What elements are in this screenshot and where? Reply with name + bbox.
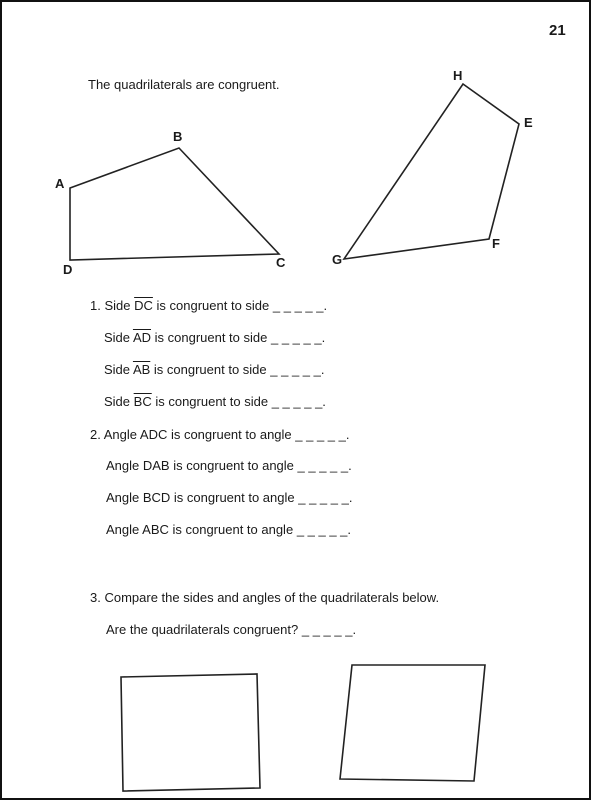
q1-suffix: is congruent to side bbox=[153, 362, 267, 377]
q1-number: 1. bbox=[90, 298, 101, 313]
q1-suffix: is congruent to side bbox=[154, 330, 268, 345]
q2-item-abc: Angle ABC is congruent to angle bbox=[106, 522, 294, 537]
q2-blank-1[interactable]: _ _ _ _ _. bbox=[295, 427, 350, 442]
q1-segment-bc: $\overline{BC}$ bbox=[133, 394, 152, 409]
quadrilateral-efgh bbox=[344, 84, 519, 259]
q2-item-bcd: Angle BCD is congruent to angle bbox=[106, 490, 295, 505]
vertex-label-c: C bbox=[276, 255, 286, 270]
q2-row-2 bbox=[106, 458, 352, 473]
q1-side-word: Side bbox=[104, 394, 131, 409]
q1-segment-ad: $\overline{AD}$ bbox=[132, 330, 151, 345]
q3-number: 3. bbox=[90, 590, 101, 605]
q1-row-1 bbox=[90, 298, 327, 313]
compare-rectangle bbox=[121, 674, 260, 791]
vertex-label-g: G bbox=[332, 252, 343, 267]
q1-suffix: is congruent to side bbox=[156, 298, 270, 313]
q3-row-1 bbox=[90, 590, 439, 605]
q1-side-word: Side bbox=[104, 330, 131, 345]
q2-blank-4[interactable]: _ _ _ _ _. bbox=[296, 522, 352, 537]
q2-item-adc: Angle ADC is congruent to angle bbox=[103, 427, 292, 442]
q3-row-2 bbox=[106, 622, 356, 637]
vertex-label-h: H bbox=[453, 68, 463, 83]
vertex-label-f: F bbox=[492, 236, 500, 251]
q2-row-1 bbox=[90, 427, 350, 442]
q2-row-4 bbox=[106, 522, 351, 537]
q3-prompt: Compare the sides and angles of the quadrilaterals below. bbox=[104, 590, 440, 605]
vertex-label-b: B bbox=[173, 129, 183, 144]
q1-segment-dc: $\overline{DC}$ bbox=[134, 298, 153, 313]
q1-blank-3[interactable]: _ _ _ _ _. bbox=[270, 362, 325, 377]
q1-blank-4[interactable]: _ _ _ _ _. bbox=[271, 394, 326, 409]
vertex-label-a: A bbox=[55, 176, 65, 191]
q2-blank-3[interactable]: _ _ _ _ _. bbox=[298, 490, 353, 505]
vertex-label-e: E bbox=[524, 115, 533, 130]
compare-parallelogram bbox=[340, 665, 485, 781]
q1-side-word: Side bbox=[104, 362, 131, 377]
q1-row-2 bbox=[104, 330, 325, 345]
q3-blank[interactable]: _ _ _ _ _. bbox=[301, 622, 357, 637]
q1-blank-1[interactable]: _ _ _ _ _. bbox=[272, 298, 328, 313]
intro-text: The quadrilaterals are congruent. bbox=[88, 77, 280, 92]
q2-number: 2. bbox=[90, 427, 101, 442]
q2-blank-2[interactable]: _ _ _ _ _. bbox=[297, 458, 352, 473]
q2-row-3 bbox=[106, 490, 352, 505]
vertex-label-d: D bbox=[63, 262, 73, 277]
q1-segment-ab: $\overline{AB}$ bbox=[132, 362, 151, 377]
q3-question: Are the quadrilaterals congruent? bbox=[106, 622, 299, 637]
page-number: 21 bbox=[549, 22, 566, 39]
q2-item-dab: Angle DAB is congruent to angle bbox=[106, 458, 294, 473]
q1-row-4 bbox=[104, 394, 326, 409]
q1-blank-2[interactable]: _ _ _ _ _. bbox=[270, 330, 326, 345]
q1-side-word: Side bbox=[104, 298, 131, 313]
quadrilateral-abcd bbox=[70, 148, 279, 260]
q1-suffix: is congruent to side bbox=[155, 394, 269, 409]
q1-row-3 bbox=[104, 362, 324, 377]
